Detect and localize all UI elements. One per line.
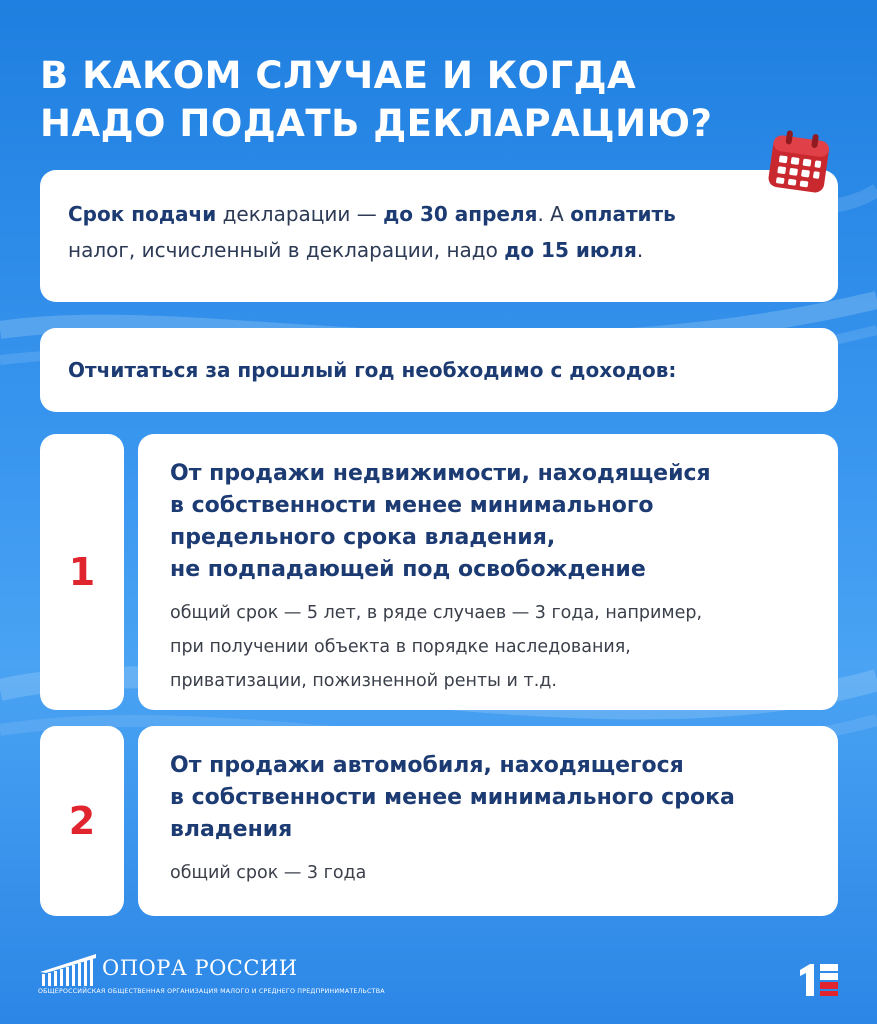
- deadline-text-8: .: [636, 238, 644, 262]
- item-1-number-card: [40, 434, 124, 710]
- item-1-note: [170, 596, 808, 698]
- item-2-heading-line: в собственности менее минимального срока: [170, 785, 735, 810]
- item-1-note-line: при получении объекта в порядке наследования,: [170, 637, 631, 657]
- item-1-heading: [170, 458, 808, 586]
- item-2-note: [170, 856, 808, 890]
- title-line-1: В КАКОМ СЛУЧАЕ И КОГДА: [40, 54, 637, 97]
- deadline-bold-1: Срок подачи: [68, 202, 217, 226]
- deadline-bold-4: до 15 июля: [504, 238, 637, 262]
- subheading-card: [40, 328, 838, 412]
- deadline-card: [40, 170, 838, 302]
- item-2-heading-line: От продажи автомобиля, находящегося: [170, 753, 684, 778]
- deadline-text-2: декларации —: [216, 202, 384, 226]
- item-1-note-line: приватизации, пожизненной ренты и т.д.: [170, 671, 557, 691]
- channel-one-logo-icon: [796, 962, 840, 998]
- item-1-heading-line: в собственности менее минимального: [170, 493, 654, 518]
- item-2-note-line: общий срок — 3 года: [170, 863, 367, 883]
- deadline-text-6: налог, исчисленный в декларации, надо: [68, 238, 505, 262]
- subheading-text: Отчитаться за прошлый год необходимо с доходов:: [68, 358, 677, 382]
- item-1-card: [138, 434, 838, 710]
- item-1-heading-line: предельного срока владения,: [170, 525, 556, 550]
- item-1-heading-line: От продажи недвижимости, находящейся: [170, 461, 711, 486]
- deadline-bold-3: оплатить: [570, 202, 676, 226]
- item-2-number-card: [40, 726, 124, 916]
- org-subtitle: ОБЩЕРОССИЙСКАЯ ОБЩЕСТВЕННАЯ ОРГАНИЗАЦИЯ МАЛОГО И СРЕДНЕГО ПРЕДПРИНИМАТЕЛЬСТВА: [38, 988, 385, 995]
- item-1-number: 1: [68, 550, 96, 594]
- deadline-text-4: . А: [537, 202, 571, 226]
- title-line-2: НАДО ПОДАТЬ ДЕКЛАРАЦИЮ?: [40, 102, 713, 145]
- page-title: [40, 52, 713, 148]
- item-1-note-line: общий срок — 5 лет, в ряде случаев — 3 года, например,: [170, 603, 703, 623]
- deadline-bold-2: до 30 апреля: [383, 202, 538, 226]
- item-2-heading-line: владения: [170, 817, 293, 842]
- item-2-number: 2: [68, 799, 96, 843]
- item-1-heading-line: не подпадающей под освобождение: [170, 557, 646, 582]
- calendar-icon: [765, 128, 833, 196]
- org-name: ОПОРА РОССИИ: [102, 956, 298, 980]
- item-2-card: [138, 726, 838, 916]
- opora-logo: [38, 952, 385, 995]
- item-2-heading: [170, 750, 808, 846]
- opora-emblem-icon: [38, 952, 98, 988]
- deadline-text: [68, 196, 810, 268]
